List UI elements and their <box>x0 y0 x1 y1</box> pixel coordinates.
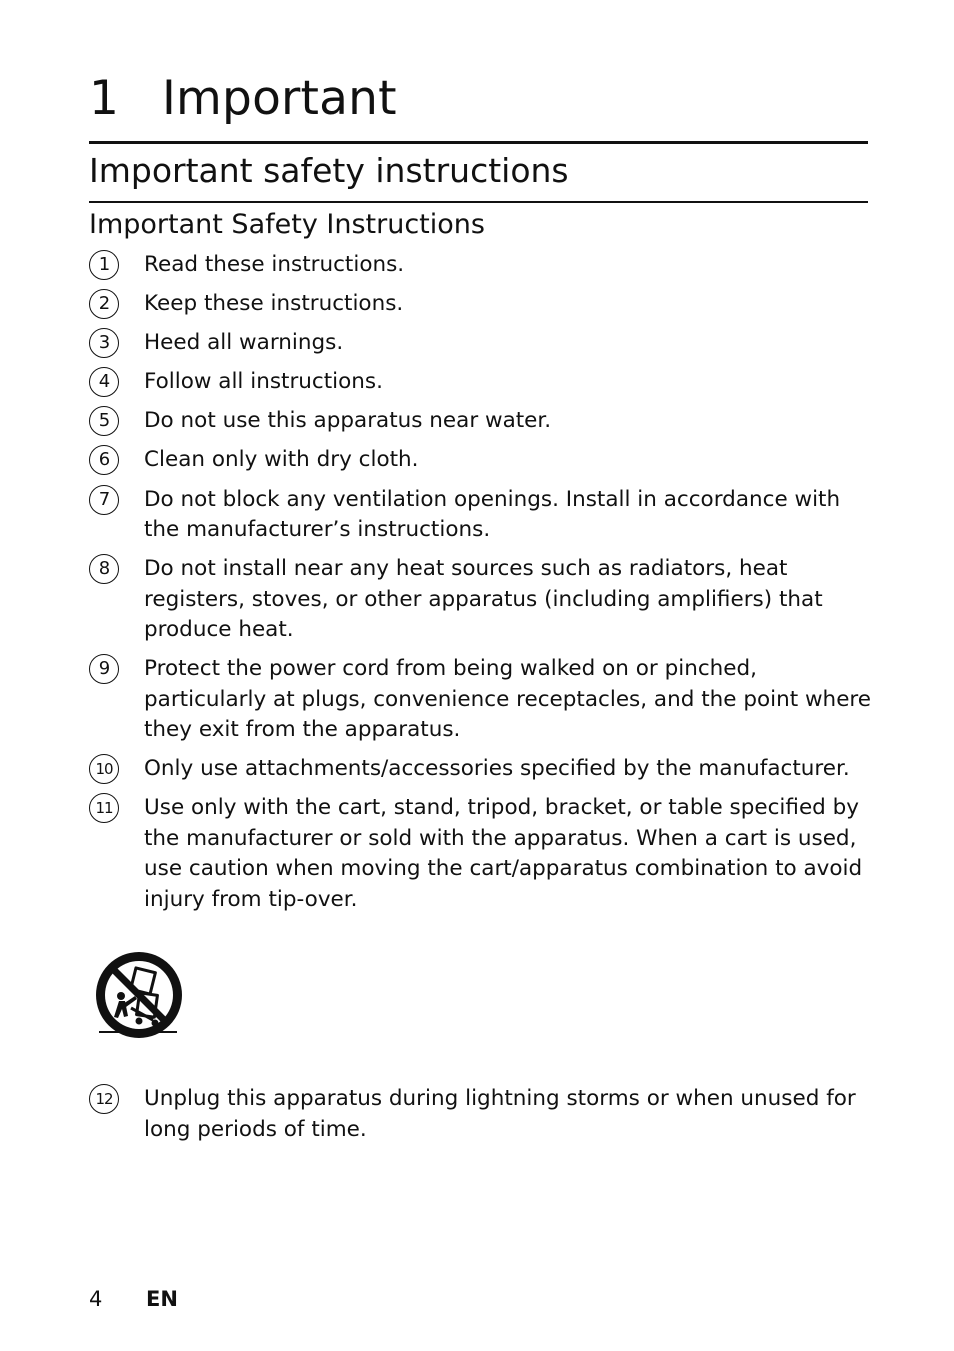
list-item <box>89 328 879 359</box>
list-item <box>89 367 879 398</box>
item-number-marker: 2 <box>89 289 119 319</box>
subsection-title: Important Safety Instructions <box>89 209 485 240</box>
item-number-marker: 8 <box>89 554 119 584</box>
item-text: Do not use this apparatus near water. <box>144 408 552 434</box>
item-text: Do not block any ventilation openings. Install in accordance with the manufacturer’s instructions. <box>144 486 841 543</box>
item-text: Clean only with dry cloth. <box>144 447 419 473</box>
list-item <box>89 1084 879 1145</box>
list-item <box>89 485 879 546</box>
item-number-marker: 11 <box>89 793 119 823</box>
item-text: Follow all instructions. <box>144 369 383 395</box>
item-text: Only use attachments/accessories specified by the manufacturer. <box>144 756 850 782</box>
page-footer <box>89 1284 178 1314</box>
list-item <box>89 445 879 476</box>
list-item <box>89 654 879 746</box>
item-number-marker: 7 <box>89 485 119 515</box>
page-number: 4 <box>89 1287 103 1311</box>
list-item <box>89 554 879 646</box>
chapter-title <box>89 70 397 128</box>
item-text: Heed all warnings. <box>144 330 344 356</box>
safety-instructions-list <box>89 250 879 924</box>
item-number-marker: 10 <box>89 754 119 784</box>
chapter-number: 1 <box>89 71 120 126</box>
list-item <box>89 406 879 437</box>
safety-instructions-list-continued <box>89 1084 879 1145</box>
list-item <box>89 754 879 785</box>
item-number-marker: 5 <box>89 406 119 436</box>
list-item <box>89 250 879 281</box>
item-text: Keep these instructions. <box>144 291 404 317</box>
list-item <box>89 289 879 320</box>
item-text: Use only with the cart, stand, tripod, bracket, or table specified by the manufacturer or sold with the apparatus. When a cart is used, use caution when moving the cart/apparatus combination to avoid injury from tip-over. <box>144 795 863 912</box>
item-number-marker: 9 <box>89 654 119 684</box>
cart-tip-over-warning-icon <box>93 950 185 1040</box>
item-text: Do not install near any heat sources such as radiators, heat registers, stoves, or other apparatus (including amplifiers) that produce heat. <box>144 556 823 643</box>
item-number-marker: 12 <box>89 1084 119 1114</box>
item-number-marker: 6 <box>89 445 119 475</box>
section-divider <box>89 201 868 203</box>
chapter-divider <box>89 141 868 144</box>
item-number-marker: 4 <box>89 367 119 397</box>
language-code: EN <box>146 1287 178 1311</box>
item-number-marker: 1 <box>89 250 119 280</box>
list-item <box>89 793 879 915</box>
chapter-title-text: Important <box>162 71 397 126</box>
item-text: Read these instructions. <box>144 252 405 277</box>
item-number-marker: 3 <box>89 328 119 358</box>
section-title: Important safety instructions <box>89 151 569 190</box>
item-text: Protect the power cord from being walked on or pinched, particularly at plugs, convenience receptacles, and the point where they exit from the apparatus. <box>144 656 872 743</box>
item-text: Unplug this apparatus during lightning storms or when unused for long periods of time. <box>144 1086 856 1142</box>
